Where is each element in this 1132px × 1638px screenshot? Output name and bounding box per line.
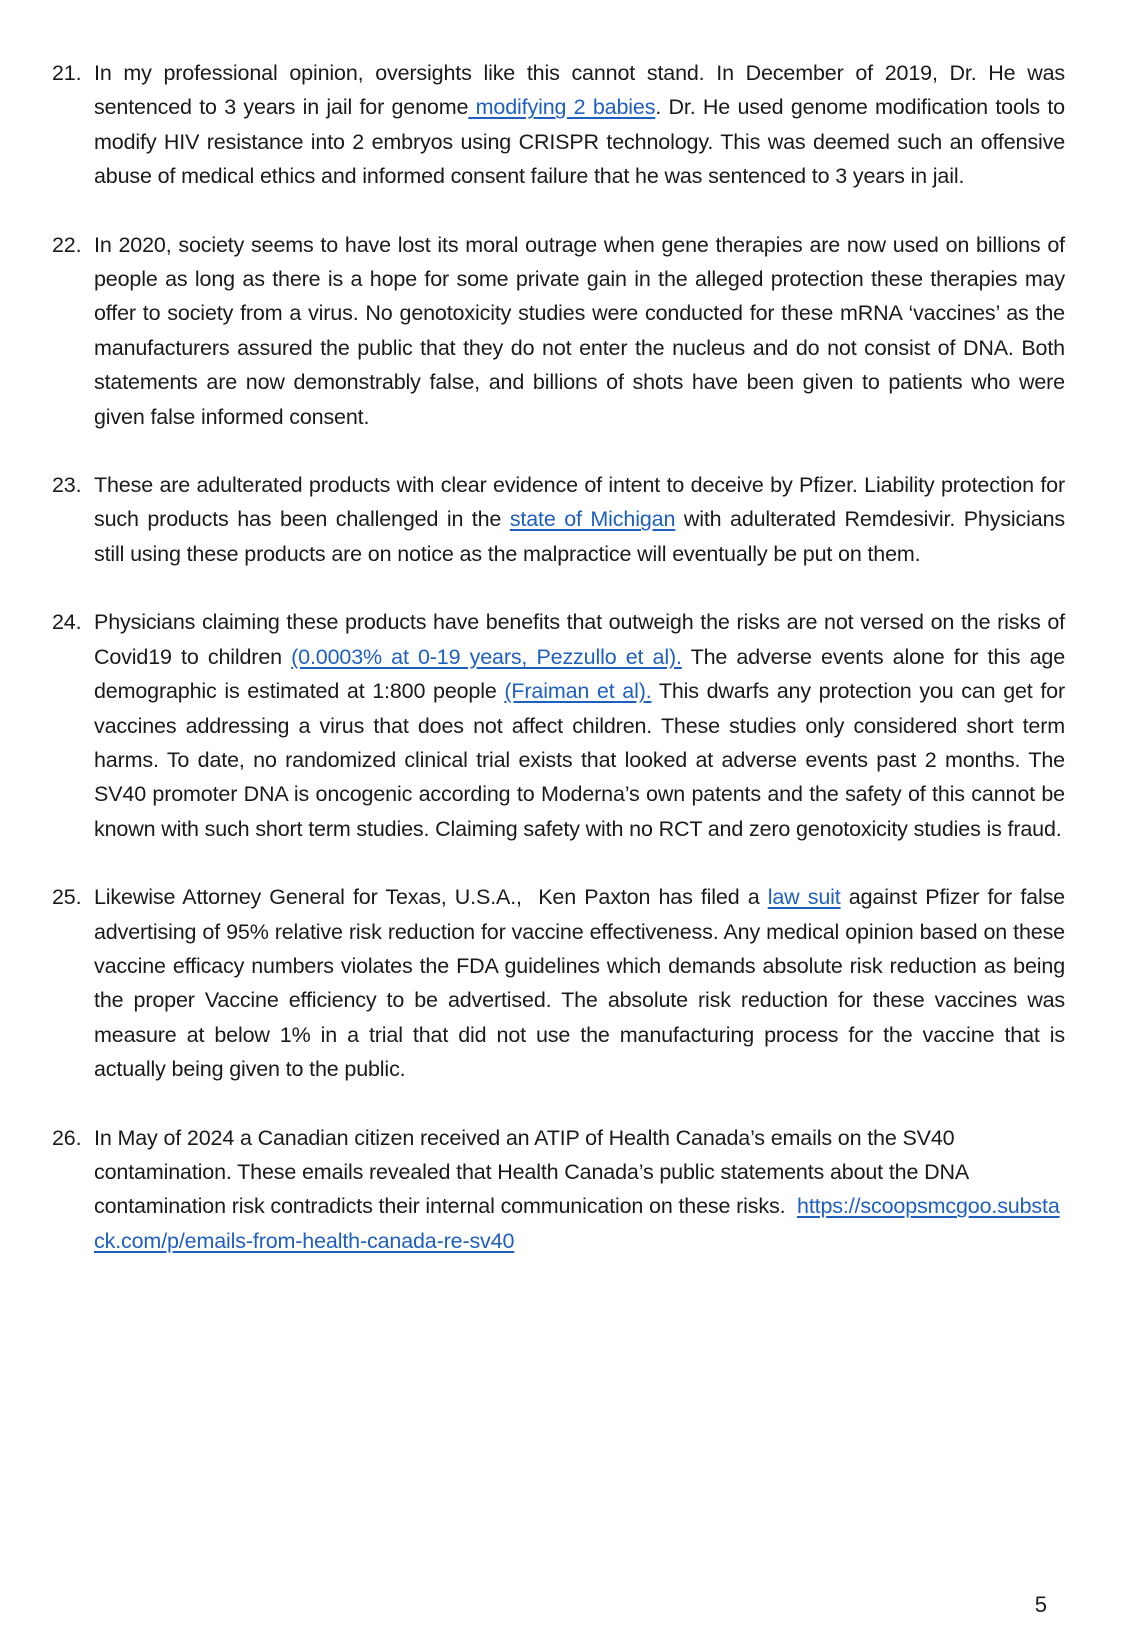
list-item-26	[52, 1121, 1065, 1259]
item-text: The adverse events alone for this age demographic is estimated at 1:800 people	[94, 644, 1065, 704]
item-text: In May of 2024 a Canadian citizen received an ATIP of Health Canada’s emails on the SV40 contamination. These emails revealed that Health Canada’s public statements about the DNA contamination risk contradicts their internal communication on these risks.	[94, 1125, 968, 1219]
item-text: Physicians claiming these products have benefits that outweigh the risks are not versed on the risks of Covid19 to children	[94, 610, 1065, 669]
document-page	[52, 56, 1065, 1292]
item-text: In my professional opinion, oversights like this cannot stand. In December of 2019, Dr. He was sentenced to 3 years in jail for genome	[94, 61, 1065, 120]
item-text: against Pfizer for false advertising of 95% relative risk reduction for vaccine effectiveness. Any medical opinion based on these vaccine efficacy numbers violates the FDA guidelines which demands absolute risk reduction as being the proper Vaccine efficiency to be advertised. The absolute risk reduction for these vaccines was measure at below 1% in a trial that did not use the manufacturing process for the vaccine that is actually being given to the public.	[94, 885, 1065, 1082]
link-pezzullo-et-al[interactable]: (0.0003% at 0-19 years, Pezzullo et al).	[291, 644, 682, 669]
item-text: . Dr. He used genome modification tools to modify HIV resistance into 2 embryos using CRISPR technology. This was deemed such an offensive abuse of medical ethics and informed consent failure that he was sentenced to 3 years in jail.	[94, 95, 1065, 189]
item-number: 24.	[52, 610, 82, 635]
list-item-24	[52, 605, 1065, 846]
item-number: 21.	[52, 61, 82, 85]
item-number: 26.	[52, 1125, 82, 1150]
item-text: These are adulterated products with clear evidence of intent to deceive by Pfizer. Liability protection for such products has been challenged in the	[94, 473, 1065, 532]
item-text: with adulterated Remdesivir. Physicians still using these products are on notice as the malpractice will eventually be put on them.	[94, 507, 1065, 566]
list-item-22	[52, 228, 1065, 434]
link-state-of-michigan[interactable]: state of Michigan	[509, 507, 676, 532]
item-text: In 2020, society seems to have lost its moral outrage when gene therapies are now used on billions of people as long as there is a hope for some private gain in the alleged protection these therapies may offer to society from a virus. No genotoxicity studies were conducted for these mRNA ‘vaccines’ as the manufacturers assured the public that they do not enter the nucleus and do not consist of DNA. Both statements are now demonstrably false, and billions of shots have been given to patients who were given false informed consent.	[94, 232, 1065, 429]
list-item-21	[52, 56, 1065, 194]
list-item-25	[52, 880, 1065, 1086]
link-modifying-2-babies[interactable]: modifying 2 babies	[468, 95, 656, 120]
link-substack-emails[interactable]: https://scoopsmcgoo.substack.com/p/emails-from-health-canada-re-sv40	[94, 1194, 1060, 1253]
item-number: 23.	[52, 473, 82, 498]
item-text: Likewise Attorney General for Texas, U.S.A., Ken Paxton has filed a	[94, 885, 768, 910]
link-law-suit[interactable]: law suit	[767, 885, 841, 910]
item-number: 22.	[52, 232, 82, 257]
item-number: 25.	[52, 885, 82, 910]
page-number: 5	[1034, 1592, 1047, 1617]
list-item-23	[52, 468, 1065, 571]
item-text: This dwarfs any protection you can get for vaccines addressing a virus that does not affect children. These studies only considered short term harms. To date, no randomized clinical trial exists that looked at adverse events past 2 months. The SV40 promoter DNA is oncogenic according to Moderna’s own patents and the safety of this cannot be known with such short term studies. Claiming safety with no RCT and zero genotoxicity studies is fraud.	[94, 679, 1065, 841]
link-fraiman-et-al[interactable]: (Fraiman et al).	[504, 679, 652, 704]
